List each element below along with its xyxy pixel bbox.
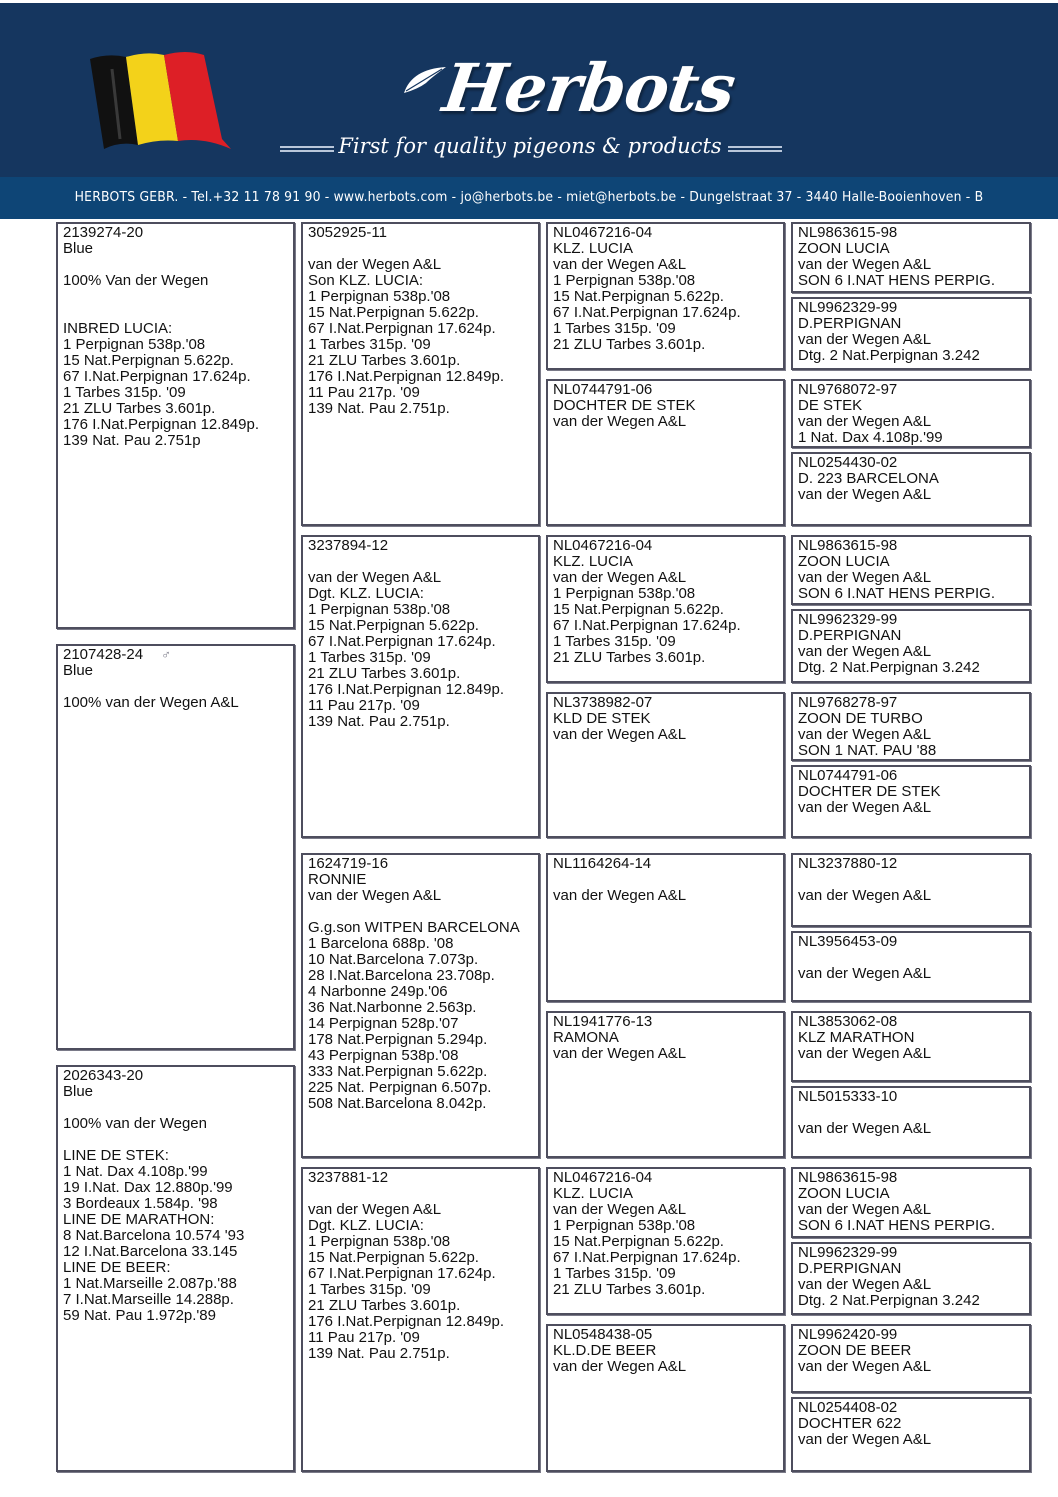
ring-number: NL9863615-98 (798, 1169, 898, 1186)
tagline-right-divider (728, 146, 782, 152)
pigeon-info-line: ZOON DE TURBO (798, 710, 923, 727)
pigeon-info-line: ZOON LUCIA (798, 1185, 890, 1202)
pigeon-info-line: KLZ. LUCIA (553, 1185, 634, 1202)
pigeon-info-line: Dtg. 2 Nat.Perpignan 3.242 (798, 659, 980, 676)
pigeon-box-gen3 (791, 379, 1031, 448)
pigeon-info-line (63, 679, 288, 695)
pigeon-info-line: van der Wegen A&L (308, 1201, 442, 1218)
pigeon-info-line: 139 Nat. Pau 2.751p. (308, 1345, 450, 1362)
contact-info: HERBOTS GEBR. - Tel.+32 11 78 91 90 - www.herbots.com - jo@herbots.be - miet@herbots.be - Dungelstraat 37 - 3440 Halle-Booienhoven - B (74, 189, 984, 205)
pigeon-info-line: 1 Perpignan 538p.'08 (63, 336, 206, 353)
pigeon-info-line: DOCHTER DE STEK (553, 397, 696, 414)
pigeon-info-line: ZOON LUCIA (798, 240, 890, 257)
pigeon-info-line: Dgt. KLZ. LUCIA: (308, 1217, 424, 1234)
pigeon-info-line: 67 I.Nat.Perpignan 17.624p. (553, 617, 741, 634)
pigeon-info-line: van der Wegen A&L (553, 256, 687, 273)
pigeon-info-line (553, 872, 778, 888)
pigeon-info-line (308, 1186, 533, 1202)
pigeon-info-line: 4 Narbonne 249p.'06 (308, 983, 448, 1000)
pigeon-info-line: van der Wegen A&L (798, 1045, 932, 1062)
pigeon-info-line: SON 1 NAT. PAU '88 (798, 742, 937, 759)
pigeon-info-line: 14 Perpignan 528p.'07 (308, 1015, 459, 1032)
ring-number: 2139274-20 (63, 224, 144, 241)
header-banner (0, 0, 1058, 216)
pigeon-info-line: 1 Tarbes 315p. '09 (553, 1265, 676, 1282)
ring-number: 3237881-12 (308, 1169, 389, 1186)
pigeon-info-line: 67 I.Nat.Perpignan 17.624p. (308, 320, 496, 337)
pigeon-info-line: Blue (63, 1083, 94, 1100)
pigeon-box-gen3 (791, 609, 1031, 683)
pigeon-info-line: 1 Perpignan 538p.'08 (308, 601, 451, 618)
herbots-logo: Herbots (438, 49, 740, 127)
pigeon-info-line: 1 Perpignan 538p.'08 (553, 585, 696, 602)
pigeon-info-line: 59 Nat. Pau 1.972p.'89 (63, 1307, 216, 1324)
ring-number: NL1941776-13 (553, 1013, 653, 1030)
ring-number: NL0744791-06 (553, 381, 653, 398)
pigeon-info-line: LINE DE MARATHON: (63, 1211, 215, 1228)
pigeon-info-line: van der Wegen A&L (798, 726, 932, 743)
pigeon-info-line: van der Wegen A&L (798, 643, 932, 660)
pigeon-info-line: 8 Nat.Barcelona 10.574 '93 (63, 1227, 245, 1244)
ring-number: NL0744791-06 (798, 767, 898, 784)
pigeon-box-gen2 (546, 853, 785, 1002)
pigeon-box-gen3 (791, 765, 1031, 838)
pigeon-info-line: 67 I.Nat.Perpignan 17.624p. (553, 1249, 741, 1266)
pigeon-info-line: 1 Tarbes 315p. '09 (553, 320, 676, 337)
pigeon-info-line: 21 ZLU Tarbes 3.601p. (553, 336, 706, 353)
pigeon-info-line: van der Wegen A&L (798, 1358, 932, 1375)
pigeon-box-gen0 (56, 1065, 295, 1472)
pigeon-info-line: 333 Nat.Perpignan 5.622p. (308, 1063, 488, 1080)
pigeon-info-line: 15 Nat.Perpignan 5.622p. (553, 288, 724, 305)
pigeon-box-gen2 (546, 1324, 785, 1472)
pigeon-info-line (63, 257, 288, 273)
ring-number-text: 2107428-24 (63, 646, 144, 663)
pigeon-info-line: 1 Nat. Dax 4.108p.'99 (63, 1163, 208, 1180)
pigeon-box-gen1 (301, 535, 540, 838)
male-icon: ♂ (161, 647, 171, 662)
pigeon-info-line: ZOON LUCIA (798, 553, 890, 570)
pigeon-info-line: 1 Perpignan 538p.'08 (308, 288, 451, 305)
pigeon-info-line (63, 1100, 288, 1116)
pigeon-info-line: 176 I.Nat.Perpignan 12.849p. (308, 368, 504, 385)
pigeon-info-line: 100% van der Wegen A&L (63, 694, 239, 711)
pigeon-info-line: van der Wegen A&L (553, 1201, 687, 1218)
pigeon-info-line: 1 Tarbes 315p. '09 (63, 384, 186, 401)
belgian-flag-icon (86, 49, 236, 155)
pigeon-info-line: KLZ MARATHON (798, 1029, 915, 1046)
pigeon-info-line: 67 I.Nat.Perpignan 17.624p. (63, 368, 251, 385)
pigeon-info-line: INBRED LUCIA: (63, 320, 173, 337)
pigeon-info-line: DE STEK (798, 397, 863, 414)
pigeon-info-line: 15 Nat.Perpignan 5.622p. (553, 1233, 724, 1250)
ring-number: NL3956453-09 (798, 933, 898, 950)
pigeon-info-line: 15 Nat.Perpignan 5.622p. (308, 304, 479, 321)
pigeon-box-gen3 (791, 452, 1031, 526)
pigeon-info-line: LINE DE BEER: (63, 1259, 171, 1276)
pigeon-info-line: 19 I.Nat. Dax 12.880p.'99 (63, 1179, 233, 1196)
pigeon-info-line: van der Wegen A&L (798, 1120, 932, 1137)
pigeon-box-gen3 (791, 222, 1031, 293)
pigeon-info-line: 1 Nat.Marseille 2.087p.'88 (63, 1275, 237, 1292)
pigeon-info-line (308, 904, 533, 920)
pigeon-info-line: 176 I.Nat.Perpignan 12.849p. (63, 416, 259, 433)
pigeon-info-line: 1 Perpignan 538p.'08 (553, 1217, 696, 1234)
pigeon-info-line (63, 289, 288, 305)
pigeon-box-gen0 (56, 222, 295, 629)
pigeon-info-line: 15 Nat.Perpignan 5.622p. (308, 1249, 479, 1266)
pigeon-box-gen3 (791, 1011, 1031, 1082)
pigeon-box-gen1 (301, 853, 540, 1158)
pigeon-info-line (798, 872, 1024, 888)
pigeon-info-line: van der Wegen A&L (798, 1201, 932, 1218)
pigeon-info-line: 1 Barcelona 688p. '08 (308, 935, 454, 952)
pigeon-info-line: ZOON DE BEER (798, 1342, 912, 1359)
ring-number: NL3738982-07 (553, 694, 653, 711)
pigeon-box-gen3 (791, 1086, 1031, 1158)
pigeon-info-line: 139 Nat. Pau 2.751p. (308, 400, 450, 417)
pigeon-info-line: 21 ZLU Tarbes 3.601p. (553, 649, 706, 666)
pigeon-info-line: 11 Pau 217p. '09 (308, 384, 420, 401)
pigeon-info-line: D.PERPIGNAN (798, 627, 902, 644)
pigeon-info-line: Dtg. 2 Nat.Perpignan 3.242 (798, 1292, 980, 1309)
pigeon-info-line: van der Wegen A&L (798, 331, 932, 348)
pigeon-info-line: van der Wegen A&L (798, 799, 932, 816)
pigeon-info-line: 1 Perpignan 538p.'08 (553, 272, 696, 289)
pigeon-info-line: 139 Nat. Pau 2.751p. (308, 713, 450, 730)
pigeon-info-line: 508 Nat.Barcelona 8.042p. (308, 1095, 487, 1112)
ring-number: NL9768278-97 (798, 694, 898, 711)
pigeon-info-line: 3 Bordeaux 1.584p. '98 (63, 1195, 218, 1212)
pigeon-info-line: van der Wegen A&L (798, 887, 932, 904)
ring-number: NL0254408-02 (798, 1399, 898, 1416)
pigeon-info-line: 67 I.Nat.Perpignan 17.624p. (553, 304, 741, 321)
pigeon-info-line: van der Wegen A&L (553, 1358, 687, 1375)
pigeon-info-line: van der Wegen A&L (308, 256, 442, 273)
ring-number (63, 647, 288, 663)
pigeon-info-line: 21 ZLU Tarbes 3.601p. (308, 1297, 461, 1314)
pigeon-info-line: van der Wegen A&L (553, 413, 687, 430)
ring-number: 2026343-20 (63, 1067, 144, 1084)
pigeon-info-line: RONNIE (308, 871, 367, 888)
pigeon-info-line: 21 ZLU Tarbes 3.601p. (308, 665, 461, 682)
pigeon-info-line: Son KLZ. LUCIA: (308, 272, 424, 289)
ring-number: NL9768072-97 (798, 381, 898, 398)
pigeon-box-gen1 (301, 222, 540, 526)
ring-number: NL5015333-10 (798, 1088, 898, 1105)
pigeon-info-line: Dtg. 2 Nat.Perpignan 3.242 (798, 347, 980, 364)
pigeon-box-gen3 (791, 1242, 1031, 1315)
pigeon-info-line: 178 Nat.Perpignan 5.294p. (308, 1031, 488, 1048)
pigeon-info-line: Blue (63, 662, 94, 679)
pigeon-info-line: Dgt. KLZ. LUCIA: (308, 585, 424, 602)
pigeon-info-line (308, 554, 533, 570)
pigeon-info-line: 11 Pau 217p. '09 (308, 697, 420, 714)
tagline: First for quality pigeons & products (338, 134, 722, 158)
ring-number: NL9962329-99 (798, 1244, 898, 1261)
pigeon-info-line (798, 1105, 1024, 1121)
pigeon-info-line: 15 Nat.Perpignan 5.622p. (553, 601, 724, 618)
pigeon-info-line: 28 I.Nat.Barcelona 23.708p. (308, 967, 495, 984)
pigeon-info-line: DOCHTER DE STEK (798, 783, 941, 800)
ring-number: 1624719-16 (308, 855, 389, 872)
pigeon-info-line: 36 Nat.Narbonne 2.563p. (308, 999, 477, 1016)
pigeon-info-line: 1 Perpignan 538p.'08 (308, 1233, 451, 1250)
pigeon-box-gen1 (301, 1167, 540, 1472)
pigeon-info-line: 176 I.Nat.Perpignan 12.849p. (308, 681, 504, 698)
pigeon-info-line: 1 Tarbes 315p. '09 (308, 336, 431, 353)
ring-number: NL9863615-98 (798, 224, 898, 241)
ring-number: NL3237880-12 (798, 855, 898, 872)
pigeon-info-line: 15 Nat.Perpignan 5.622p. (63, 352, 234, 369)
pigeon-info-line: D. 223 BARCELONA (798, 470, 939, 487)
pigeon-info-line: DOCHTER 622 (798, 1415, 902, 1432)
pigeon-info-line: van der Wegen A&L (798, 965, 932, 982)
pigeon-info-line: van der Wegen A&L (553, 887, 687, 904)
pigeon-info-line: 176 I.Nat.Perpignan 12.849p. (308, 1313, 504, 1330)
pigeon-info-line: KLZ. LUCIA (553, 553, 634, 570)
ring-number: NL0467216-04 (553, 224, 653, 241)
pigeon-info-line: KLD DE STEK (553, 710, 651, 727)
pigeon-info-line: van der Wegen A&L (308, 887, 442, 904)
pigeon-box-gen3 (791, 931, 1031, 1002)
pigeon-info-line: 225 Nat. Perpignan 6.507p. (308, 1079, 492, 1096)
ring-number: NL9962420-99 (798, 1326, 898, 1343)
pigeon-box-gen3 (791, 1167, 1031, 1238)
pigeon-info-line (308, 241, 533, 257)
ring-number: NL3853062-08 (798, 1013, 898, 1030)
ring-number: NL9962329-99 (798, 299, 898, 316)
ring-number: NL0467216-04 (553, 537, 653, 554)
pigeon-info-line: 7 I.Nat.Marseille 14.288p. (63, 1291, 234, 1308)
pigeon-info-line: van der Wegen A&L (798, 256, 932, 273)
pigeon-info-line: van der Wegen A&L (798, 1431, 932, 1448)
pigeon-info-line: 139 Nat. Pau 2.751p (63, 432, 201, 449)
pigeon-box-gen3 (791, 1397, 1031, 1472)
pigeon-info-line: 67 I.Nat.Perpignan 17.624p. (308, 633, 496, 650)
pigeon-info-line: SON 6 I.NAT HENS PERPIG. (798, 1217, 995, 1234)
pigeon-info-line: 1 Tarbes 315p. '09 (308, 649, 431, 666)
pigeon-info-line: 21 ZLU Tarbes 3.601p. (553, 1281, 706, 1298)
pigeon-box-gen2 (546, 222, 785, 370)
ring-number: 3237894-12 (308, 537, 389, 554)
ring-number: NL9962329-99 (798, 611, 898, 628)
pigeon-box-gen2 (546, 379, 785, 526)
pigeon-info-line: 15 Nat.Perpignan 5.622p. (308, 617, 479, 634)
pigeon-info-line: 11 Pau 217p. '09 (308, 1329, 420, 1346)
pigeon-info-line: SON 6 I.NAT HENS PERPIG. (798, 272, 995, 289)
pigeon-box-gen3 (791, 297, 1031, 370)
pigeon-info-line: van der Wegen A&L (553, 726, 687, 743)
pigeon-box-gen2 (546, 535, 785, 683)
pigeon-info-line (63, 1132, 288, 1148)
pigeon-info-line: van der Wegen A&L (798, 486, 932, 503)
pigeon-info-line: LINE DE STEK: (63, 1147, 169, 1164)
pigeon-box-gen3 (791, 1324, 1031, 1393)
pigeon-info-line: 21 ZLU Tarbes 3.601p. (308, 352, 461, 369)
pigeon-info-line: 100% Van der Wegen (63, 272, 209, 289)
ring-number: 3052925-11 (308, 224, 387, 241)
pigeon-box-gen3 (791, 692, 1031, 761)
pigeon-info-line: G.g.son WITPEN BARCELONA (308, 919, 520, 936)
pigeon-info-line: 1 Tarbes 315p. '09 (553, 633, 676, 650)
pigeon-info-line: 100% van der Wegen (63, 1115, 207, 1132)
ring-number: NL0254430-02 (798, 454, 898, 471)
pigeon-info-line: KLZ. LUCIA (553, 240, 634, 257)
pigeon-info-line: van der Wegen A&L (553, 569, 687, 586)
pigeon-box-gen3 (791, 535, 1031, 605)
pigeon-info-line: D.PERPIGNAN (798, 1260, 902, 1277)
pigeon-box-gen3 (791, 853, 1031, 927)
pigeon-info-line (798, 950, 1024, 966)
pigeon-info-line: D.PERPIGNAN (798, 315, 902, 332)
ring-number: NL0467216-04 (553, 1169, 653, 1186)
pigeon-info-line: 12 I.Nat.Barcelona 33.145 (63, 1243, 238, 1260)
pigeon-info-line: 10 Nat.Barcelona 7.073p. (308, 951, 479, 968)
ring-number: NL9863615-98 (798, 537, 898, 554)
pigeon-info-line: 1 Nat. Dax 4.108p.'99 (798, 429, 943, 446)
pigeon-info-line: 43 Perpignan 538p.'08 (308, 1047, 459, 1064)
pigeon-info-line: Blue (63, 240, 94, 257)
pigeon-info-line: KL.D.DE BEER (553, 1342, 657, 1359)
pigeon-info-line: SON 6 I.NAT HENS PERPIG. (798, 585, 995, 602)
pigeon-info-line: RAMONA (553, 1029, 619, 1046)
pigeon-info-line: van der Wegen A&L (798, 569, 932, 586)
pigeon-info-line (63, 305, 288, 321)
pigeon-info-line: van der Wegen A&L (308, 569, 442, 586)
pigeon-info-line: 67 I.Nat.Perpignan 17.624p. (308, 1265, 496, 1282)
pigeon-box-gen2 (546, 1011, 785, 1158)
pigeon-info-line: van der Wegen A&L (798, 413, 932, 430)
pigeon-info-line: van der Wegen A&L (553, 1045, 687, 1062)
ring-number: NL0548438-05 (553, 1326, 653, 1343)
pigeon-info-line: van der Wegen A&L (798, 1276, 932, 1293)
pigeon-info-line: 1 Tarbes 315p. '09 (308, 1281, 431, 1298)
pigeon-box-gen0 (56, 644, 295, 1050)
pigeon-info-line: 21 ZLU Tarbes 3.601p. (63, 400, 216, 417)
pigeon-box-gen2 (546, 1167, 785, 1315)
pigeon-box-gen2 (546, 692, 785, 838)
ring-number: NL1164264-14 (553, 855, 652, 872)
